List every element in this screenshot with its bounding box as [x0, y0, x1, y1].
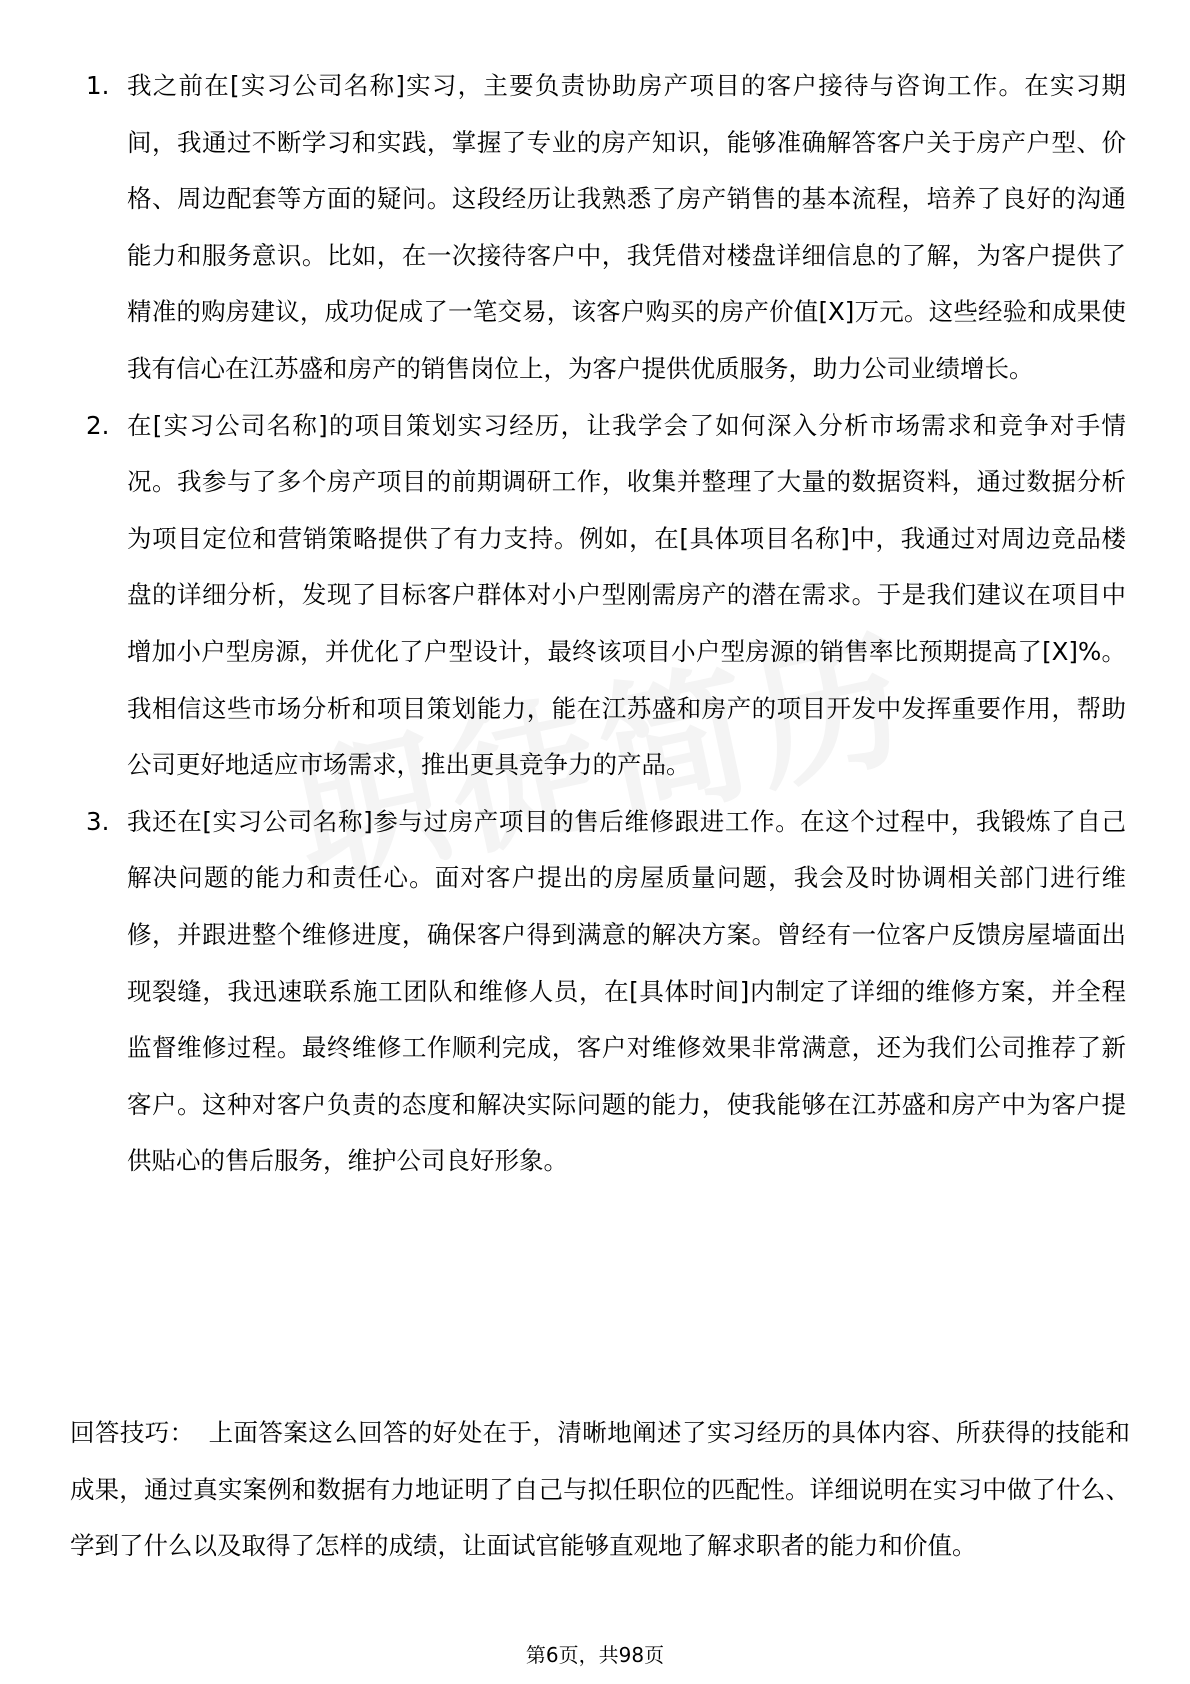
answer-tips	[70, 1405, 1130, 1575]
answer-list	[86, 58, 1126, 1190]
tips-label: 回答技巧：	[70, 1418, 195, 1447]
list-item	[86, 794, 1126, 1190]
page-number: 第6页，共98页	[525, 1643, 665, 1667]
list-item-text: 我之前在[实习公司名称]实习，主要负责协助房产项目的客户接待与咨询工作。在实习期间，我通过不断学习和实践，掌握了专业的房产知识，能够准确解答客户关于房产户型、价格、周边配套等方面的疑问。这段经历让我熟悉了房产销售的基本流程，培养了良好的沟通能力和服务意识。比如，在一次接待客户中，我凭借对楼盘详细信息的了解，为客户提供了精准的购房建议，成功促成了一笔交易，该客户购买的房产价值[X]万元。这些经验和成果使我有信心在江苏盛和房产的销售岗位上，为客户提供优质服务，助力公司业绩增长。	[127, 71, 1126, 383]
list-item-number: 2.	[86, 410, 110, 440]
list-item-text: 在[实习公司名称]的项目策划实习经历，让我学会了如何深入分析市场需求和竞争对手情况。我参与了多个房产项目的前期调研工作，收集并整理了大量的数据资料，通过数据分析为项目定位和营销策略提供了有力支持。例如，在[具体项目名称]中，我通过对周边竞品楼盘的详细分析，发现了目标客户群体对小户型刚需房产的潜在需求。于是我们建议在项目中增加小户型房源，并优化了户型设计，最终该项目小户型房源的销售率比预期提高了[X]%。我相信这些市场分析和项目策划能力，能在江苏盛和房产的项目开发中发挥重要作用，帮助公司更好地适应市场需求，推出更具竞争力的产品。	[127, 410, 1126, 780]
tips-text: 上面答案这么回答的好处在于，清晰地阐述了实习经历的具体内容、所获得的技能和成果，通过真实案例和数据有力地证明了自己与拟任职位的匹配性。详细说明在实习中做了什么、学到了什么以及取得了怎样的成绩，让面试官能够直观地了解求职者的能力和价值。	[70, 1418, 1131, 1561]
list-item-number: 1.	[86, 71, 110, 100]
list-item-text: 我还在[实习公司名称]参与过房产项目的售后维修跟进工作。在这个过程中，我锻炼了自己解决问题的能力和责任心。面对客户提出的房屋质量问题，我会及时协调相关部门进行维修，并跟进整个维修进度，确保客户得到满意的解决方案。曾经有一位客户反馈房屋墙面出现裂缝，我迅速联系施工团队和维修人员，在[具体时间]内制定了详细的维修方案，并全程监督维修过程。最终维修工作顺利完成，客户对维修效果非常满意，还为我们公司推荐了新客户。这种对客户负责的态度和解决实际问题的能力，使我能够在江苏盛和房产中为客户提供贴心的售后服务，维护公司良好形象。	[127, 806, 1126, 1176]
list-item-number: 3.	[86, 806, 110, 836]
list-item	[86, 58, 1126, 398]
list-item	[86, 398, 1126, 794]
